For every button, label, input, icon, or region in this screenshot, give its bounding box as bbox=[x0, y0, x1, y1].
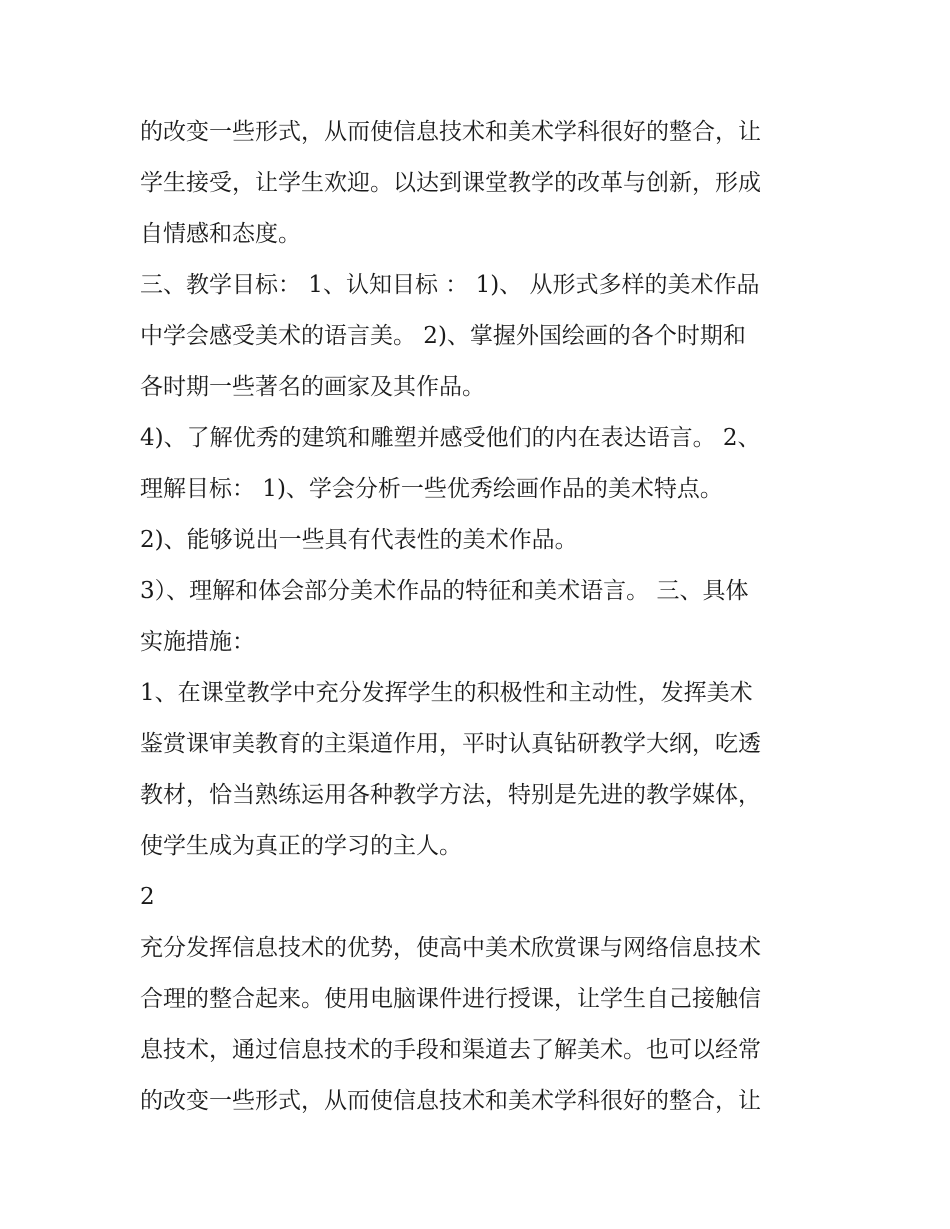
text-line: 的改变一些形式，从而使信息技术和美术学科很好的整合，让 bbox=[140, 119, 761, 145]
text-line: 充分发挥信息技术的优势，使高中美术欣赏课与网络信息技术 bbox=[140, 935, 761, 961]
text-line: 教材，恰当熟练运用各种教学方法，特别是先进的教学媒体， bbox=[140, 782, 761, 808]
text-line: 3）、理解和体会部分美术作品的特征和美术语言。 三、具体 bbox=[140, 578, 749, 604]
text-line: 学生接受，让学生欢迎。以达到课堂教学的改革与创新，形成 bbox=[140, 170, 761, 196]
text-line: 的改变一些形式，从而使信息技术和美术学科很好的整合，让 bbox=[140, 1088, 761, 1114]
text-line: 理解目标： 1)、学会分析一些优秀绘画作品的美术特点。 bbox=[140, 476, 723, 502]
text-line: 三、教学目标： 1、认知目标 ： 1)、 从形式多样的美术作品 bbox=[140, 272, 760, 298]
text-line: 中学会感受美术的语言美。 2)、掌握外国绘画的各个时期和 bbox=[140, 323, 746, 349]
text-line: 鉴赏课审美教育的主渠道作用，平时认真钻研教学大纲，吃透 bbox=[140, 731, 761, 757]
text-line: 使学生成为真正的学习的主人。 bbox=[140, 833, 462, 859]
text-line: 自情感和态度。 bbox=[140, 221, 301, 247]
text-line: 息技术，通过信息技术的手段和渠道去了解美术。也可以经常 bbox=[140, 1037, 761, 1063]
text-line: 实施措施： bbox=[140, 629, 255, 655]
page-number: 2 bbox=[140, 884, 155, 910]
text-line: 各时期一些著名的画家及其作品。 bbox=[140, 374, 485, 400]
text-line: 4)、了解优秀的建筑和雕塑并感受他们的内在表达语言。 2、 bbox=[140, 425, 761, 451]
text-line: 合理的整合起来。使用电脑课件进行授课，让学生自己接触信 bbox=[140, 986, 761, 1012]
text-line: 2)、能够说出一些具有代表性的美术作品。 bbox=[140, 527, 578, 553]
text-line: 1、在课堂教学中充分发挥学生的积极性和主动性，发挥美术 bbox=[140, 680, 753, 706]
document-body bbox=[140, 107, 840, 1127]
